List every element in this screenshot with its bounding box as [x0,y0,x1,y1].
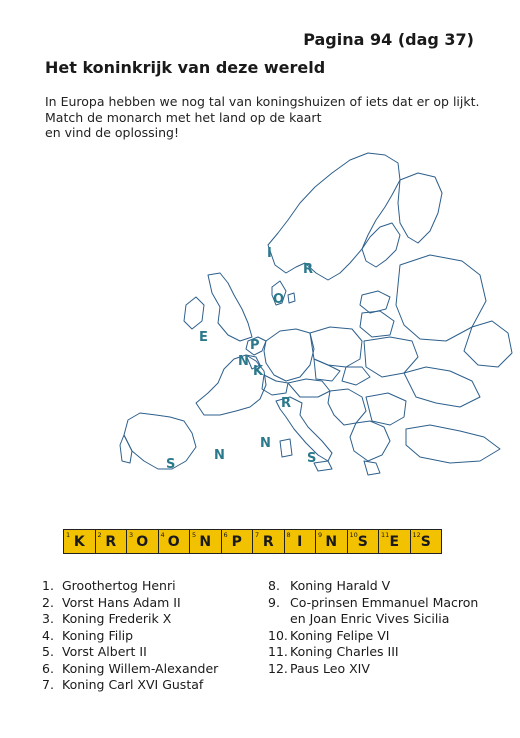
list-item: 5. Vorst Albert II [42,644,147,659]
map-letter: S [166,457,176,472]
list-item: 12. Paus Leo XIV [268,660,370,676]
solution-cell: 9 N [316,530,348,553]
list-item: 3. Koning Frederik X [42,611,172,626]
map-letter: N [214,448,225,463]
list-item: 10. Koning Felipe VI [268,627,390,643]
map-letter: I [267,246,272,261]
solution-letter: O [167,533,180,550]
map-letter: P [250,338,260,353]
europe-map [100,145,520,480]
list-item: 9. Co-prinsen Emmanuel Macron [268,594,479,610]
solution-letter: R [105,533,117,550]
map-letter: O [273,292,285,307]
solution-letter: K [73,533,85,550]
map-letter: N [260,436,271,451]
page-number: Pagina 94 (dag 37) [303,30,474,49]
solution-letter: O [136,533,149,550]
intro-line: en vind de oplossing! [45,125,179,140]
page-title: Het koninkrijk van deze wereld [45,58,326,77]
solution-cell: 12 S [412,531,431,550]
solution-cell: 6 P [222,530,254,553]
solution-letter: E [389,533,400,550]
solution-cell: 11 E [379,530,411,553]
solution-letter: R [262,533,274,550]
map-letter: R [281,396,292,411]
map-letter: N [238,354,249,369]
solution-cell: 2 R [96,530,128,553]
list-item: 7. Koning Carl XVI Gustaf [42,677,204,692]
map-letter: K [253,364,264,379]
solution-letter: I [297,533,303,550]
solution-cell: 3 O [127,530,159,553]
intro-line: Match de monarch met het land op de kaart [45,109,322,125]
monarch-list-left [42,578,218,694]
solution-cell: 8 I [285,530,317,553]
list-item: 4. Koning Filip [42,627,134,643]
list-item: en Joan Enric Vives Sicilia [290,611,450,626]
list-item: 6. Koning Willem-Alexander [42,660,219,676]
solution-letter: N [325,533,338,550]
intro-text [45,94,485,141]
map-letter: S [307,451,317,466]
map-letter: E [199,330,208,345]
solution-cell: 4 O [159,530,191,553]
solution-cell: 5 N [190,530,222,553]
solution-letter: N [199,533,212,550]
map-letter: R [303,262,314,277]
solution-letter: P [231,533,242,550]
solution-letter: S [420,533,431,550]
intro-line: In Europa hebben we nog tal van koningshuizen of iets dat er op lijkt. [45,94,480,109]
list-item: 2. Vorst Hans Adam II [42,594,181,610]
solution-cell: 10 S [348,530,380,553]
list-item: 8. Koning Harald V [268,578,391,593]
europe-outline [100,145,520,480]
list-item: 11. Koning Charles III [268,644,399,659]
monarch-list-right [268,578,478,677]
solution-grid [63,529,442,554]
solution-cell: 1 K [64,530,96,553]
solution-letter: S [357,533,368,550]
solution-cell: 7 R [253,530,285,553]
list-item: 1. Groothertog Henri [42,578,176,593]
